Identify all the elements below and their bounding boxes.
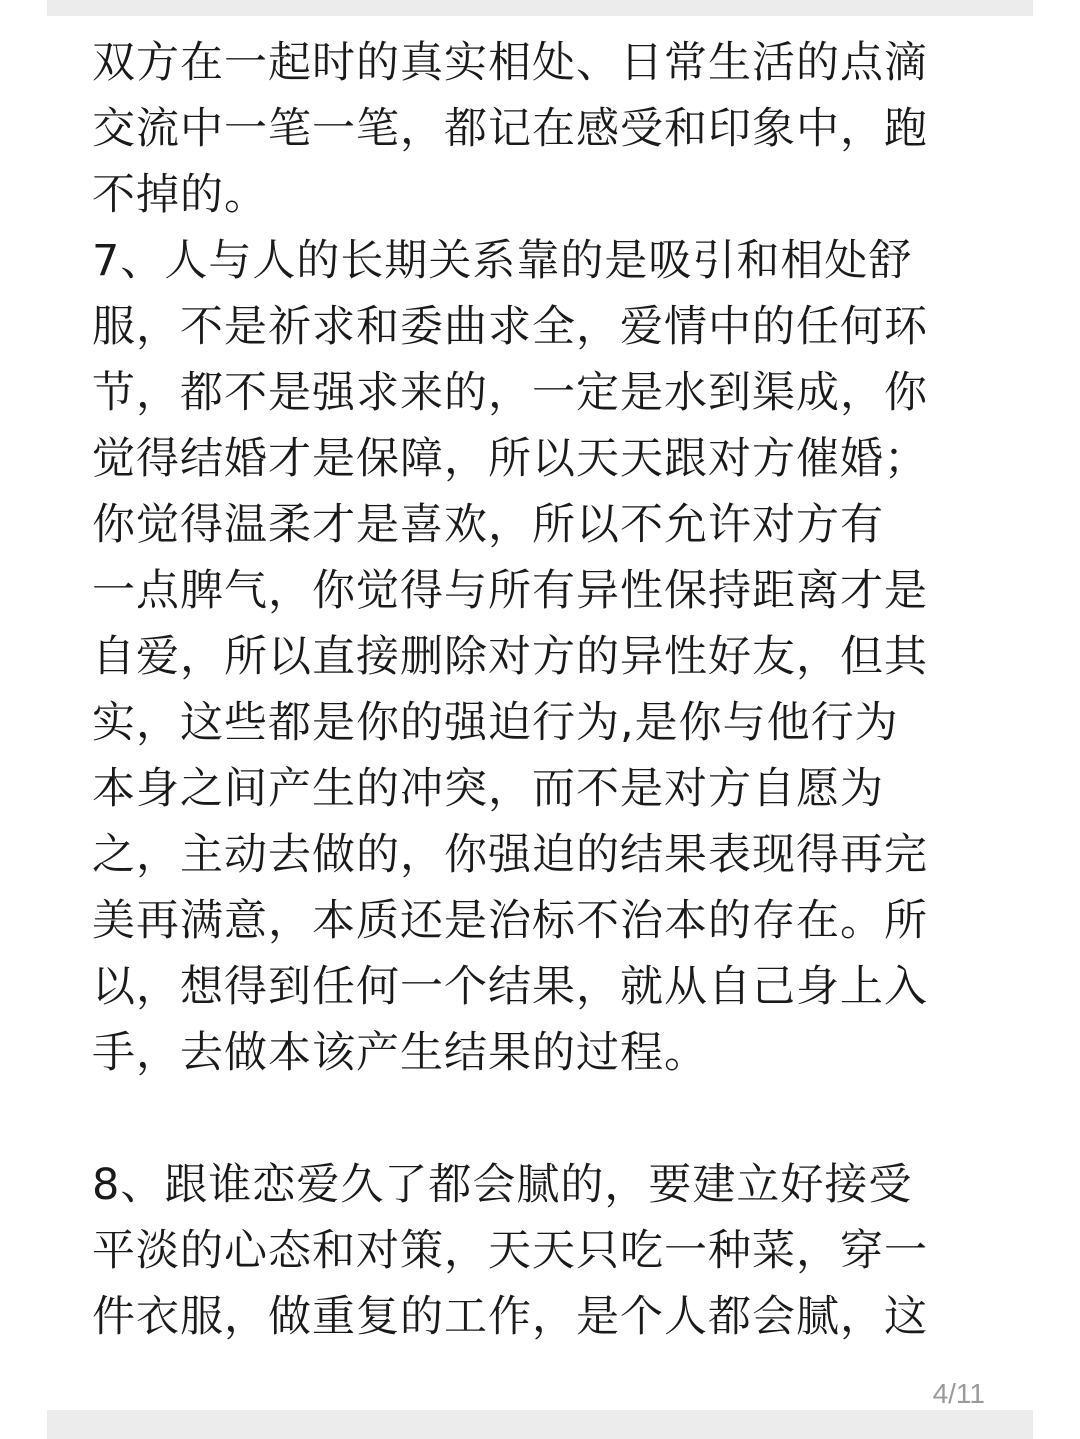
text-line: 本身之间产生的冲突，而不是对方自愿为	[92, 764, 884, 814]
text-line: 实，这些都是你的强迫行为,是你与他行为	[92, 698, 899, 748]
paragraph-gap	[92, 1086, 992, 1152]
text-line: 交流中一笔一笔，都记在感受和印象中，跑	[92, 104, 928, 154]
bottom-bar	[47, 1410, 1033, 1439]
text-line: 一点脾气，你觉得与所有异性保持距离才是	[92, 566, 928, 616]
text-line: 手，去做本该产生结果的过程。	[92, 1028, 708, 1078]
text-line: 服，不是祈求和委曲求全，爱情中的任何环	[92, 302, 928, 352]
text-line: 美再满意，本质还是治标不治本的存在。所	[92, 896, 928, 946]
text-line: 之，主动去做的，你强迫的结果表现得再完	[92, 830, 928, 880]
text-line: 以，想得到任何一个结果，就从自己身上入	[92, 962, 928, 1012]
text-line: 你觉得温柔才是喜欢，所以不允许对方有	[92, 500, 884, 550]
top-bar	[47, 0, 1033, 16]
text-line: 节，都不是强求来的，一定是水到渠成，你	[92, 368, 928, 418]
page-indicator: 4/11	[932, 1378, 985, 1409]
article-text	[92, 30, 992, 1350]
text-line: 7、人与人的长期关系靠的是吸引和相处舒	[92, 236, 913, 286]
text-line: 平淡的心态和对策，天天只吃一种菜，穿一	[92, 1226, 928, 1276]
text-line: 觉得结婚才是保障，所以天天跟对方催婚；	[92, 434, 928, 484]
text-line: 双方在一起时的真实相处、日常生活的点滴	[92, 38, 928, 88]
text-line: 8、跟谁恋爱久了都会腻的，要建立好接受	[92, 1160, 913, 1210]
text-line: 自爱，所以直接删除对方的异性好友，但其	[92, 632, 928, 682]
text-line: 件衣服，做重复的工作，是个人都会腻，这	[92, 1292, 928, 1342]
text-line: 不掉的。	[92, 170, 268, 220]
